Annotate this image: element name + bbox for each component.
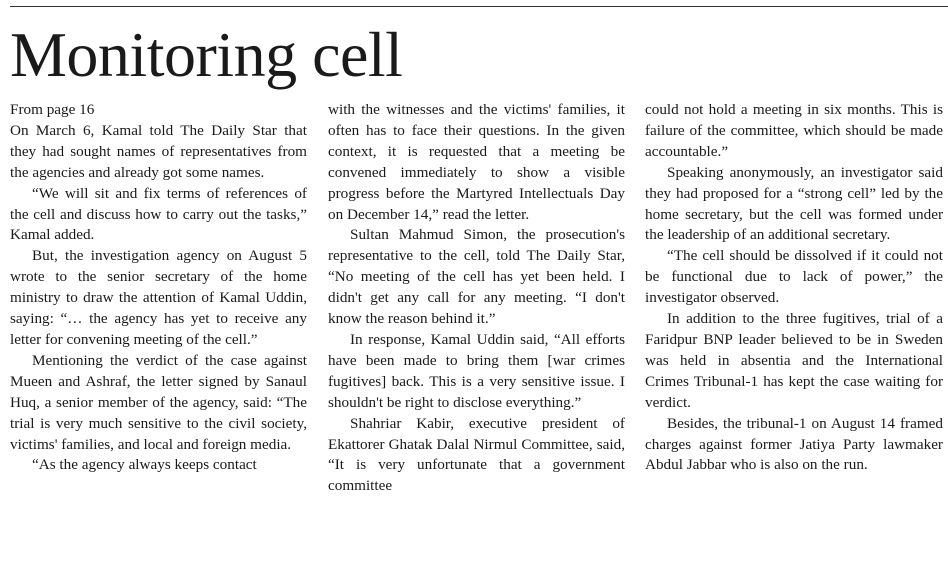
paragraph: Shahriar Kabir, executive president of Ekattorer Ghatak Dalal Nirmul Committee, said, “It is very unfortunate that a government committee xyxy=(328,414,625,495)
paragraph: Besides, the tribunal-1 on August 14 framed charges against former Jatiya Party lawmaker Abdul Jabbar who is also on the run. xyxy=(645,414,943,474)
paragraph: “We will sit and fix terms of references of the cell and discuss how to carry out the tasks,” Kamal added. xyxy=(10,184,307,244)
paragraph: “The cell should be dissolved if it could not be functional due to lack of power,” the investigator observed. xyxy=(645,247,943,307)
paragraph: In addition to the three fugitives, trial of a Faridpur BNP leader believed to be in Sweden was held in absentia and the International Crimes Tribunal-1 has kept the case waiting for verdict. xyxy=(645,310,943,411)
paragraph: In response, Kamal Uddin said, “All efforts have been made to bring them [war crimes fugitives] back. This is a very sensitive issue. I shouldn't be right to disclose everything.” xyxy=(328,330,625,411)
article-column-3 xyxy=(645,100,943,476)
paragraph: On March 6, Kamal told The Daily Star that they had sought names of representatives from the agencies and already got some names. xyxy=(10,121,307,181)
jump-line: From page 16 xyxy=(10,101,95,118)
paragraph: “As the agency always keeps contact xyxy=(32,456,257,474)
article-column-2 xyxy=(328,100,625,497)
paragraph: Mentioning the verdict of the case against Mueen and Ashraf, the letter signed by Sanaul Huq, a senior member of the agency, said: “The trial is very much sensitive to the civil society, victims' families, and local and foreign media. xyxy=(10,351,307,453)
paragraph: with the witnesses and the victims' families, it often has to face their questions. In the given context, it is requested that a meeting be convened immediately to show a visible progress before the Martyred Intellectuals Day on December 14,” read the letter. xyxy=(328,101,625,223)
paragraph: Sultan Mahmud Simon, the prosecution's representative to the cell, told The Daily Star, “No meeting of the cell has yet been held. I didn't get any call for any meeting. “I don't know the reason behind it.” xyxy=(328,226,625,328)
paragraph: could not hold a meeting in six months. This is failure of the committee, which should be made accountable.” xyxy=(645,101,943,160)
paragraph: But, the investigation agency on August 5 wrote to the senior secretary of the home ministry to draw the attention of Kamal Uddin, saying: “… the agency has yet to receive any letter for convening meeting of the cell.” xyxy=(10,247,307,348)
top-rule xyxy=(10,6,948,7)
article-column-1 xyxy=(10,100,307,476)
paragraph: Speaking anonymously, an investigator said they had proposed for a “strong cell” led by the home secretary, but the cell was formed under the leadership of an additional secretary. xyxy=(645,163,943,244)
headline: Monitoring cell xyxy=(10,19,403,90)
